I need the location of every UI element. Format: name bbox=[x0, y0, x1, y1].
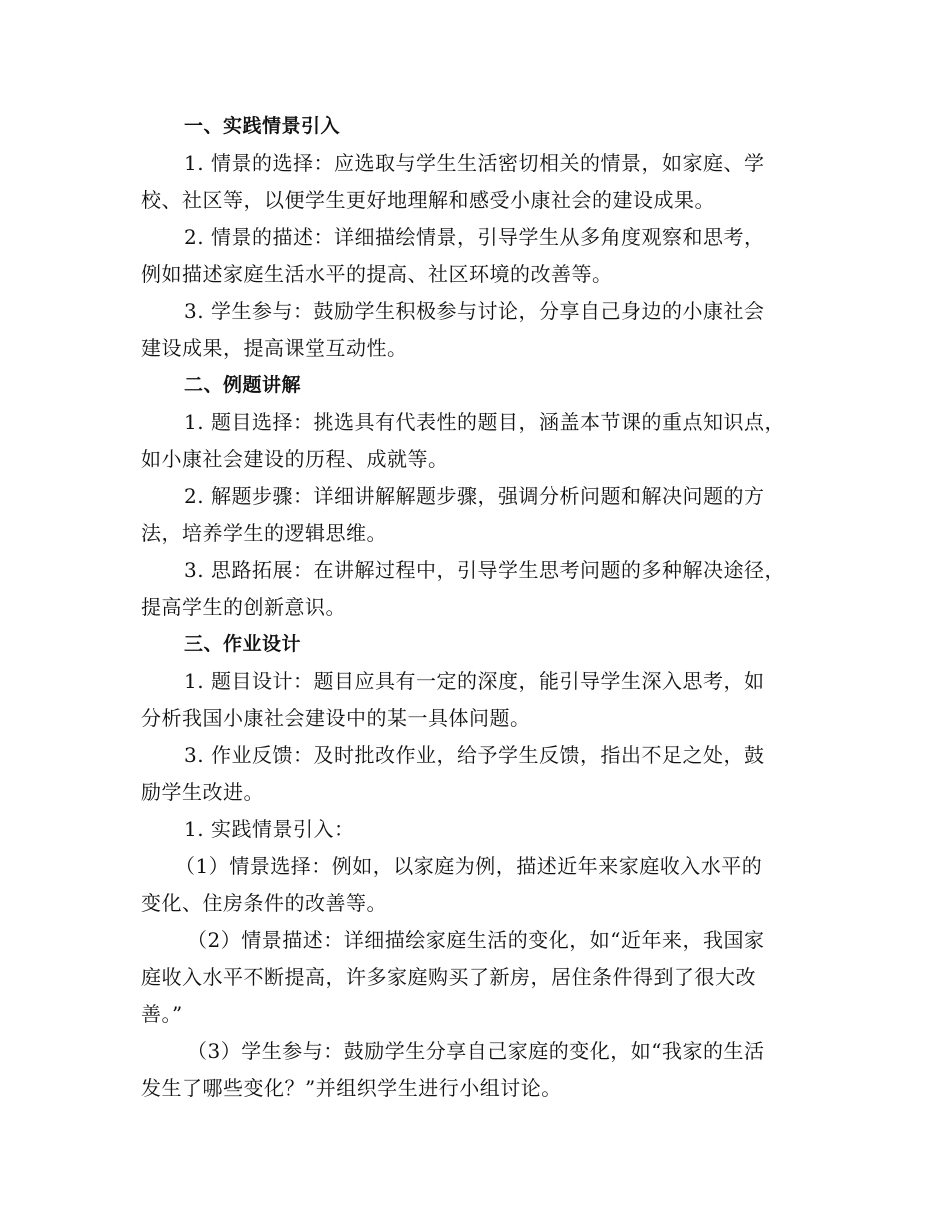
paragraph-line: 励学生改进。 bbox=[141, 780, 264, 804]
paragraph-line: 例如描述家庭生活水平的提高、社区环境的改善等。 bbox=[141, 262, 613, 286]
section-heading-1: 一、实践情景引入 bbox=[184, 115, 341, 137]
paragraph-line: 分析我国小康社会建设中的某一具体问题。 bbox=[141, 706, 531, 730]
section-heading-2: 二、例题讲解 bbox=[184, 374, 302, 396]
paragraph-line: 1. 题目设计：题目应具有一定的深度，能引导学生深入思考，如 bbox=[184, 669, 765, 693]
list-item-line: 发生了哪些变化？”并组织学生进行小组讨论。 bbox=[141, 1076, 562, 1100]
paragraph-line: 1. 情景的选择：应选取与学生生活密切相关的情景，如家庭、学 bbox=[184, 151, 765, 175]
paragraph-line: 2. 解题步骤：详细讲解解题步骤，强调分析问题和解决问题的方 bbox=[184, 484, 765, 508]
paragraph-line: 2. 情景的描述：详细描绘情景，引导学生从多角度观察和思考， bbox=[184, 225, 765, 249]
section-heading-3: 三、作业设计 bbox=[184, 633, 302, 655]
document-body bbox=[141, 108, 816, 1107]
subsection-title: 1. 实践情景引入： bbox=[184, 817, 355, 841]
paragraph-line: 如小康社会建设的历程、成就等。 bbox=[141, 447, 449, 471]
list-item-line: （1）情景选择：例如，以家庭为例，描述近年来家庭收入水平的 bbox=[175, 854, 763, 878]
paragraph-line: 建设成果，提高课堂互动性。 bbox=[141, 336, 408, 360]
list-item-line: 善。” bbox=[141, 1002, 183, 1026]
paragraph-line: 3. 思路拓展：在讲解过程中，引导学生思考问题的多种解决途径， bbox=[184, 558, 785, 582]
list-item-line: （2）情景描述：详细描绘家庭生活的变化，如“近年来，我国家 bbox=[187, 928, 765, 952]
paragraph-line: 法，培养学生的逻辑思维。 bbox=[141, 521, 387, 545]
paragraph-line: 提高学生的创新意识。 bbox=[141, 595, 346, 619]
paragraph-line: 1. 题目选择：挑选具有代表性的题目，涵盖本节课的重点知识点， bbox=[184, 410, 785, 434]
paragraph-line: 3. 学生参与：鼓励学生积极参与讨论，分享自己身边的小康社会 bbox=[184, 299, 765, 323]
list-item-line: 变化、住房条件的改善等。 bbox=[141, 891, 387, 915]
list-item-line: （3）学生参与：鼓励学生分享自己家庭的变化，如“我家的生活 bbox=[187, 1039, 765, 1063]
list-item-line: 庭收入水平不断提高，许多家庭购买了新房，居住条件得到了很大改 bbox=[141, 965, 756, 989]
paragraph-line: 3. 作业反馈：及时批改作业，给予学生反馈，指出不足之处，鼓 bbox=[184, 743, 765, 767]
paragraph-line: 校、社区等，以便学生更好地理解和感受小康社会的建设成果。 bbox=[141, 188, 715, 212]
